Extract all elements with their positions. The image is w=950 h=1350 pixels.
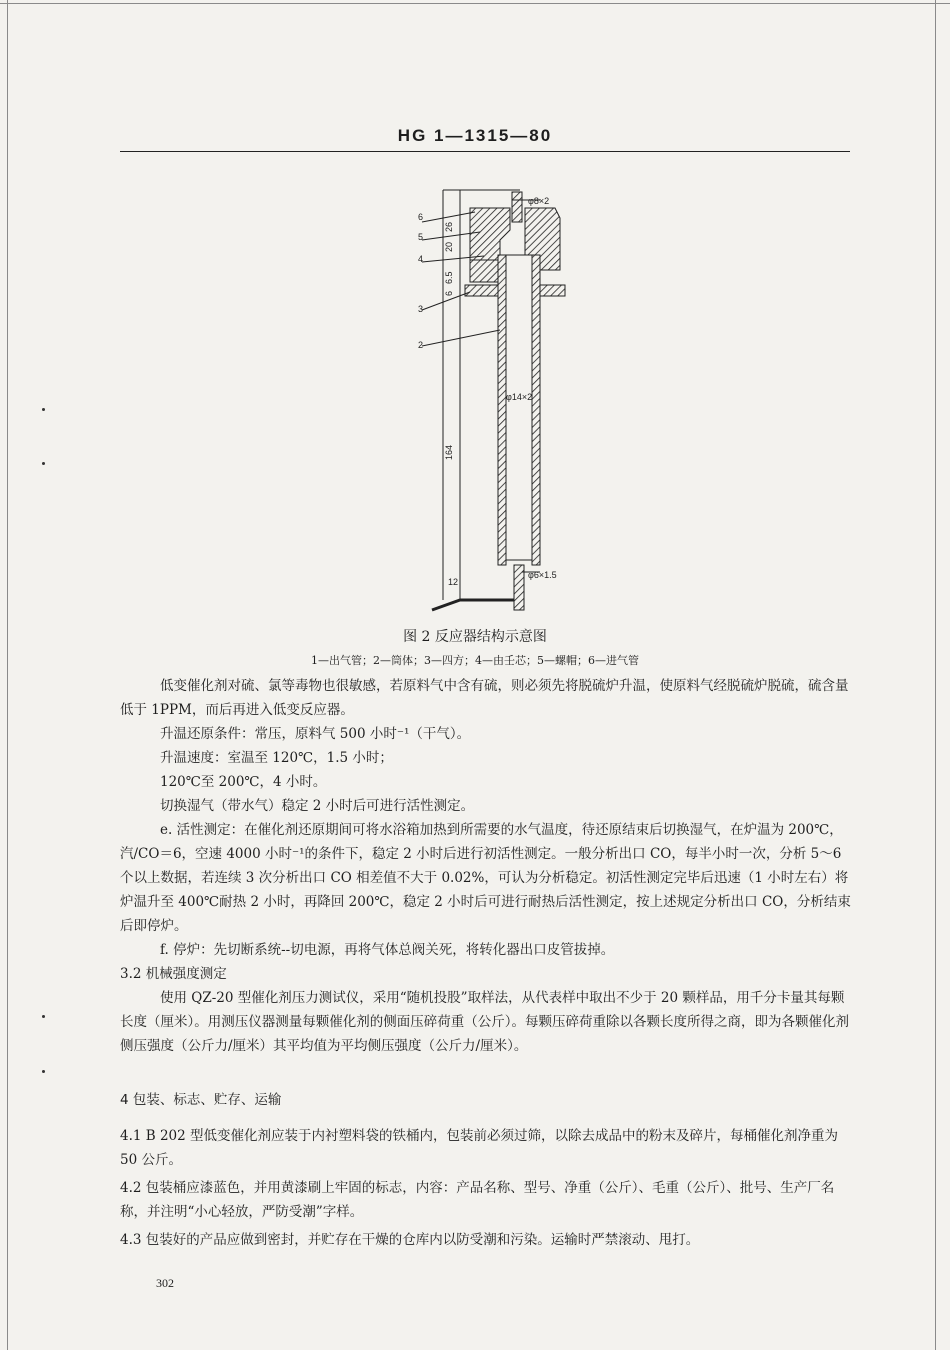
dim-6-5: 6.5 [444,271,454,284]
union-collar [470,260,500,282]
paragraph: 切换湿气（带水气）稳定 2 小时后可进行活性测定。 [160,798,475,814]
paragraph: 120℃至 200℃，4 小时。 [160,774,327,790]
dim-164: 164 [444,444,454,460]
figure-legend: 1—出气管；2—筒体；3—四方；4—由壬芯；5—螺帽；6—进气管 [311,654,639,667]
inlet-pipe [512,192,522,222]
section-heading-3-2: 3.2 机械强度测定 [120,966,227,982]
dim-20: 20 [444,241,454,252]
top-pipe-spec: φ8×2 [528,196,550,206]
main-text-block-1 [120,674,855,1058]
paragraph: 升温还原条件：常压，原料气 500 小时⁻¹（干气）。 [160,726,471,742]
union-nut [470,208,510,260]
paragraph: 4.1 B 202 型低变催化剂应装于内衬塑料袋的铁桶内，包装前必须过筛，以除去成品中的粉末及碎片，每桶催化剂净重为 50 公斤。 [120,1128,839,1168]
document-code-header: HG 1—1315—80 [397,126,553,145]
paragraph: f. 停炉：先切断系统--切电源，再将气体总阀关死，将转化器出口皮管拔掉。 [160,942,615,958]
paragraph: 使用 QZ-20 型催化剂压力测试仪，采用“随机投股”取样法，从代表样中取出不少于 20 颗样品，用千分卡量其每颗长度（厘米）。用测压仪器测量每颗催化剂的侧面压碎荷重（公斤）。每颗压碎荷重除以各颗长度所得之商，即为各颗催化剂侧压强度（公斤力/厘米）其平均值为平均侧压强度（公斤力/厘米）。 [120,990,849,1054]
label-5: 5 [418,232,424,242]
paragraph: 升温速度：室温至 120℃，1.5 小时； [160,750,393,766]
figure-caption: 图 2 反应器结构示意图 [403,629,547,645]
label-6: 6 [418,212,424,222]
dim-12: 12 [448,577,459,587]
dim-6: 6 [444,290,454,296]
scan-speck [42,1015,45,1018]
dim-26: 26 [444,221,454,232]
bottom-pipe-spec: φ6×1.5 [528,570,557,580]
reactor-body-wall-right [532,255,540,565]
page-number: 302 [156,1276,174,1290]
label-3: 3 [418,304,424,314]
paragraph: 4.3 包装好的产品应做到密封，并贮存在干燥的仓库内以防受潮和污染。运输时严禁滚动、甩打。 [120,1232,700,1248]
paragraph: 4.2 包装桶应漆蓝色，并用黄漆刷上牢固的标志，内容：产品名称、型号、净重（公斤）、毛重（公斤）、批号、生产厂名称，并注明“小心轻放，严防受潮”字样。 [120,1180,835,1220]
main-text-block-2 [120,1124,855,1252]
paragraph: e. 活性测定：在催化剂还原期间可将水浴箱加热到所需要的水气温度，待还原结束后切换湿气，在炉温为 200℃，汽/CO＝6，空速 4000 小时⁻¹的条件下，稳定 2 小时后进行初活性测定。一般分析出口 CO，每半小时一次，分析 5～6 个以上数据，若连续 3 次分析出口 CO 相差值不大于 0.02%，可认为分析稳定。初活性测定完毕后迅速（1 小时左右）将炉温升至 400℃耐热 2 小时，再降回 200℃，稳定 2 小时后可进行耐热后活性测定，按上述规定分析出口 CO，分析结束后即停炉。 [120,822,851,934]
body-dia-spec: φ14×2 [506,392,533,402]
inner-tube [506,255,532,560]
outlet-pipe-bend [432,600,514,610]
label-2: 2 [418,340,424,350]
page-border-top [0,3,950,4]
label-4: 4 [418,254,424,264]
header-rule [120,151,850,152]
reactor-body-wall-left [498,255,506,565]
reactor-diagram [0,160,950,620]
paragraph: 低变催化剂对硫、氯等毒物也很敏感，若原料气中含有硫，则必须先将脱硫炉升温，使原料气经脱硫炉脱硫，硫含量低于 1PPM，而后再进入低变反应器。 [120,678,849,718]
section-heading-4: 4 包装、标志、贮存、运输 [120,1092,282,1108]
scan-speck [42,1070,45,1073]
